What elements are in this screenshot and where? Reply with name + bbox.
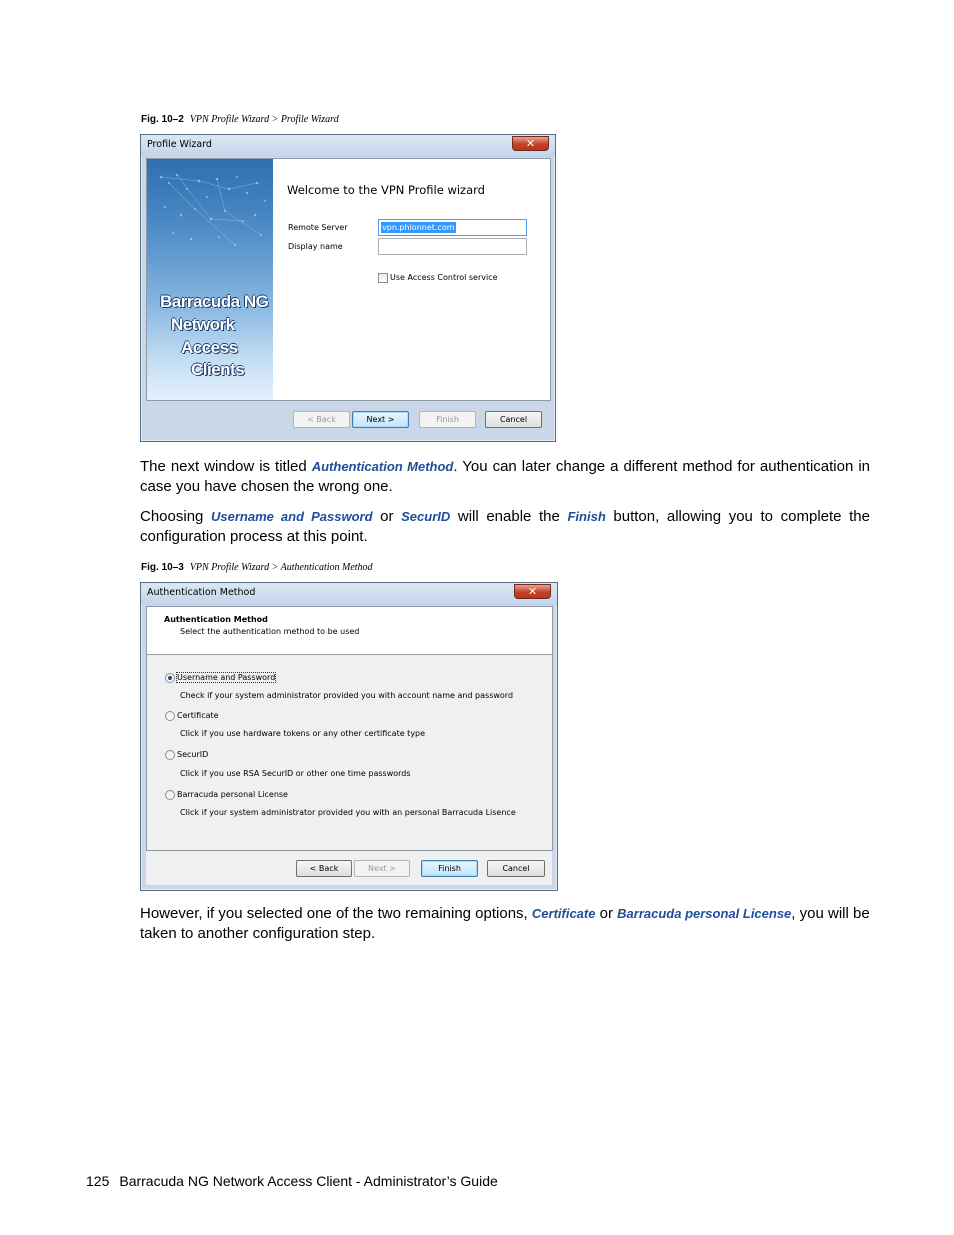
next-button[interactable]: Next > — [352, 411, 409, 428]
page-number: 125 — [86, 1173, 110, 1189]
term-certificate: Certificate — [531, 906, 596, 921]
figure-caption-text: VPN Profile Wizard > Profile Wizard — [189, 114, 339, 125]
para2-text-2: or — [372, 508, 402, 525]
finish-button[interactable]: Finish — [421, 860, 478, 877]
page-footer — [86, 1173, 498, 1189]
paragraph-remaining-options — [140, 904, 870, 944]
figure-number: Fig. 10–2 — [141, 114, 184, 125]
term-barracuda-license: Barracuda personal License — [617, 906, 792, 921]
brand-line-1: Barracuda NG — [160, 292, 269, 311]
close-button[interactable] — [512, 136, 549, 151]
next-button[interactable]: Next > — [354, 860, 410, 877]
figure-caption-text: VPN Profile Wizard > Authentication Method — [189, 562, 373, 573]
window-title: Profile Wizard — [147, 139, 212, 150]
brand-line-2: Network — [171, 315, 235, 334]
close-icon: ✕ — [525, 137, 536, 150]
para3-text-3: , you will be taken to another configuration step. — [140, 905, 870, 942]
cancel-button[interactable]: Cancel — [485, 411, 542, 428]
back-button[interactable]: < Back — [296, 860, 352, 877]
option-label-securid: SecurID — [177, 750, 209, 759]
brand-line-4: Clients — [191, 360, 245, 379]
figure-caption-10-2 — [141, 114, 339, 125]
close-button[interactable] — [514, 584, 551, 599]
window-titlebar — [141, 583, 557, 605]
option-label-username-password: Username and Password — [177, 673, 276, 682]
header-title: Authentication Method — [164, 615, 268, 624]
option-label-barracuda-license: Barracuda personal License — [177, 790, 288, 799]
option-desc-certificate: Click if you use hardware tokens or any other certificate type — [180, 729, 426, 738]
wizard-heading: Welcome to the VPN Profile wizard — [287, 183, 485, 197]
figure-caption-10-3 — [141, 562, 373, 573]
radio-certificate[interactable] — [165, 711, 175, 721]
term-finish: Finish — [567, 509, 606, 524]
para3-text-2: or — [595, 905, 618, 922]
option-desc-securid: Click if you use RSA SecurID or other one time passwords — [180, 769, 411, 778]
radio-username-password[interactable] — [165, 673, 175, 683]
para2-text-4: button, allowing you to complete the configuration process at this point. — [140, 508, 870, 545]
para1-text-1: The next window is titled — [140, 458, 312, 475]
display-name-input[interactable] — [378, 238, 527, 255]
paragraph-choosing — [140, 507, 870, 547]
term-authentication-method: Authentication Method — [311, 459, 454, 474]
profile-wizard-window — [140, 134, 556, 442]
option-label-certificate: Certificate — [177, 711, 219, 720]
window-titlebar — [141, 135, 555, 157]
auth-content-area — [146, 606, 553, 851]
brand-panel — [147, 159, 273, 400]
footer-title: Barracuda NG Network Access Client - Administrator’s Guide — [119, 1173, 498, 1189]
term-securid: SecurID — [401, 509, 451, 524]
close-icon: ✕ — [527, 585, 538, 598]
paragraph-authentication-method — [140, 457, 870, 497]
option-desc-barracuda-license: Click if your system administrator provided you with an personal Barracuda Lisence — [180, 808, 516, 817]
back-button[interactable]: < Back — [293, 411, 350, 428]
authentication-method-window — [140, 582, 558, 891]
window-title: Authentication Method — [147, 587, 256, 598]
option-desc-username-password: Check if your system administrator provided you with account name and password — [180, 691, 514, 700]
figure-number: Fig. 10–3 — [141, 562, 184, 573]
cancel-button[interactable]: Cancel — [487, 860, 545, 877]
header-subtitle: Select the authentication method to be used — [180, 627, 360, 636]
para2-text-3: will enable the — [450, 508, 568, 525]
remote-server-label: Remote Server — [288, 223, 348, 232]
radio-securid[interactable] — [165, 750, 175, 760]
radio-barracuda-license[interactable] — [165, 790, 175, 800]
finish-button[interactable]: Finish — [419, 411, 476, 428]
para1-text-2: . You can later change a different method for authentication in case you have chosen the wrong one. — [140, 458, 870, 495]
wizard-content-area — [146, 158, 551, 401]
access-control-checkbox[interactable] — [378, 273, 388, 283]
para3-text-1: However, if you selected one of the two remaining options, — [140, 905, 532, 922]
para2-text-1: Choosing — [140, 508, 211, 525]
access-control-label: Use Access Control service — [390, 273, 498, 282]
term-username-password: Username and Password — [211, 509, 373, 524]
wizard-header — [147, 607, 552, 655]
world-map-graphic — [147, 159, 273, 299]
brand-line-3: Access — [181, 338, 238, 357]
remote-server-value: vpn.phionnet.com — [382, 223, 455, 232]
remote-server-input[interactable] — [378, 219, 527, 236]
display-name-label: Display name — [288, 242, 343, 251]
